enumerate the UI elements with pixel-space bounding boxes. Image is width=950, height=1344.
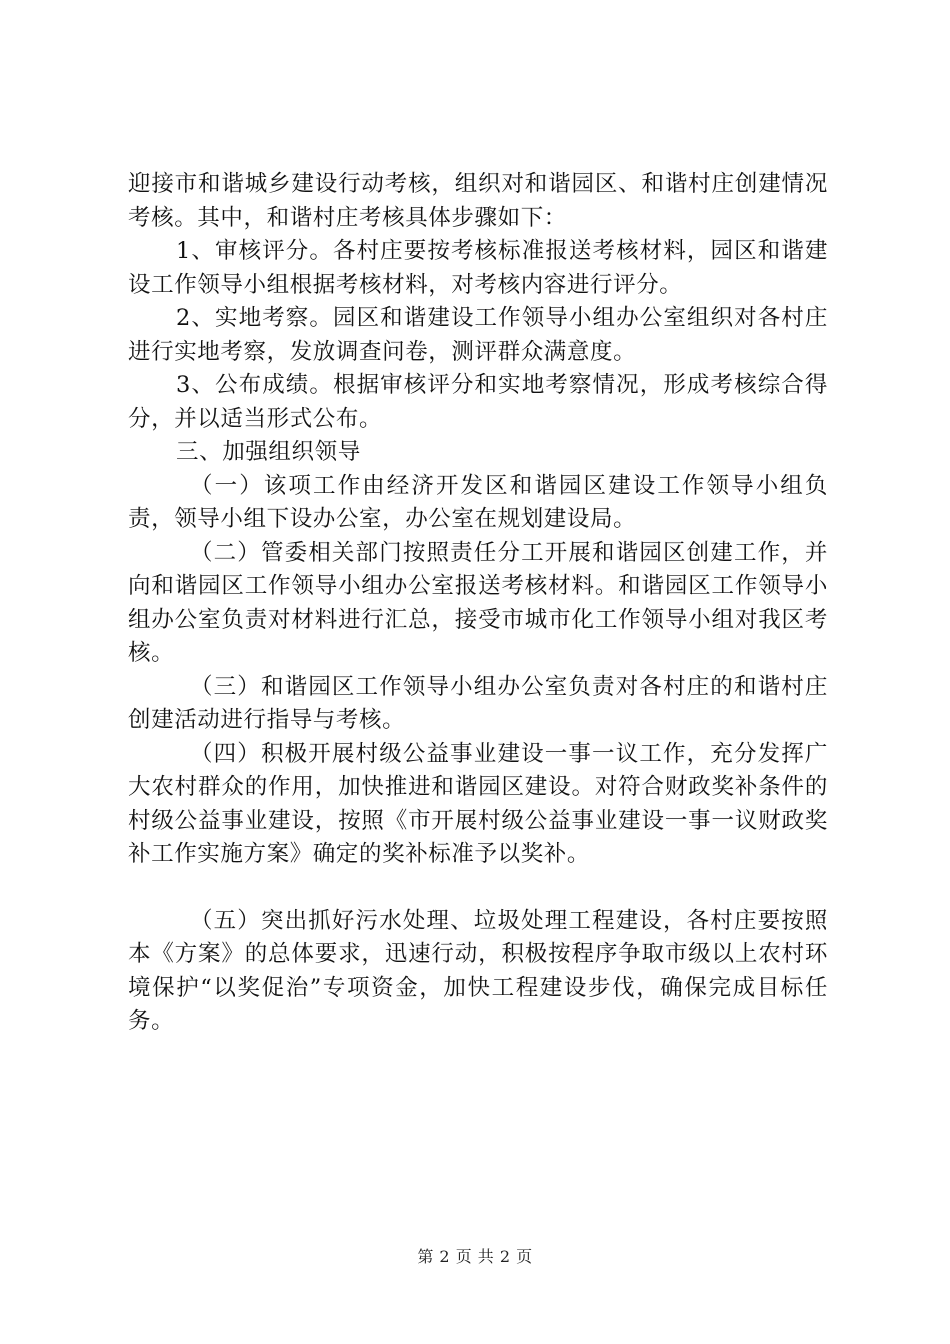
paragraph-item-3: （三）和谐园区工作领导小组办公室负责对各村庄的和谐村庄创建活动进行指导与考核。 — [128, 673, 828, 733]
paragraph-item-1: （一）该项工作由经济开发区和谐园区建设工作领导小组负责，领导小组下设办公室，办公室在规划建设局。 — [128, 472, 828, 532]
paragraph-step-3: 3、公布成绩。根据审核评分和实地考察情况，形成考核综合得分，并以适当形式公布。 — [128, 372, 828, 432]
paragraph-step-1: 1、审核评分。各村庄要按考核标准报送考核材料，园区和谐建设工作领导小组根据考核材料，对考核内容进行评分。 — [128, 238, 828, 298]
paragraph-item-2: （二）管委相关部门按照责任分工开展和谐园区创建工作，并向和谐园区工作领导小组办公室报送考核材料。和谐园区工作领导小组办公室负责对材料进行汇总，接受市城市化工作领导小组对我区考核。 — [128, 539, 828, 666]
paragraph-intro: 迎接市和谐城乡建设行动考核，组织对和谐园区、和谐村庄创建情况考核。其中，和谐村庄考核具体步骤如下： — [128, 171, 828, 231]
page-footer: 第 2 页 共 2 页 — [417, 1247, 533, 1266]
paragraph-item-4: （四）积极开展村级公益事业建设一事一议工作，充分发挥广大农村群众的作用，加快推进和谐园区建设。对符合财政奖补条件的村级公益事业建设，按照《市开展村级公益事业建设一事一议财政奖补工作实施方案》确定的奖补标准予以奖补。 — [128, 740, 828, 867]
section-heading: 三、加强组织领导 — [176, 439, 361, 465]
paragraph-step-2: 2、实地考察。园区和谐建设工作领导小组办公室组织对各村庄进行实地考察，发放调查问卷，测评群众满意度。 — [128, 305, 828, 365]
paragraph-item-5: （五）突出抓好污水处理、垃圾处理工程建设，各村庄要按照本《方案》的总体要求，迅速行动，积极按程序争取市级以上农村环境保护“以奖促治”专项资金，加快工程建设步伐，确保完成目标任务。 — [128, 907, 828, 1034]
document-body — [128, 168, 828, 1039]
